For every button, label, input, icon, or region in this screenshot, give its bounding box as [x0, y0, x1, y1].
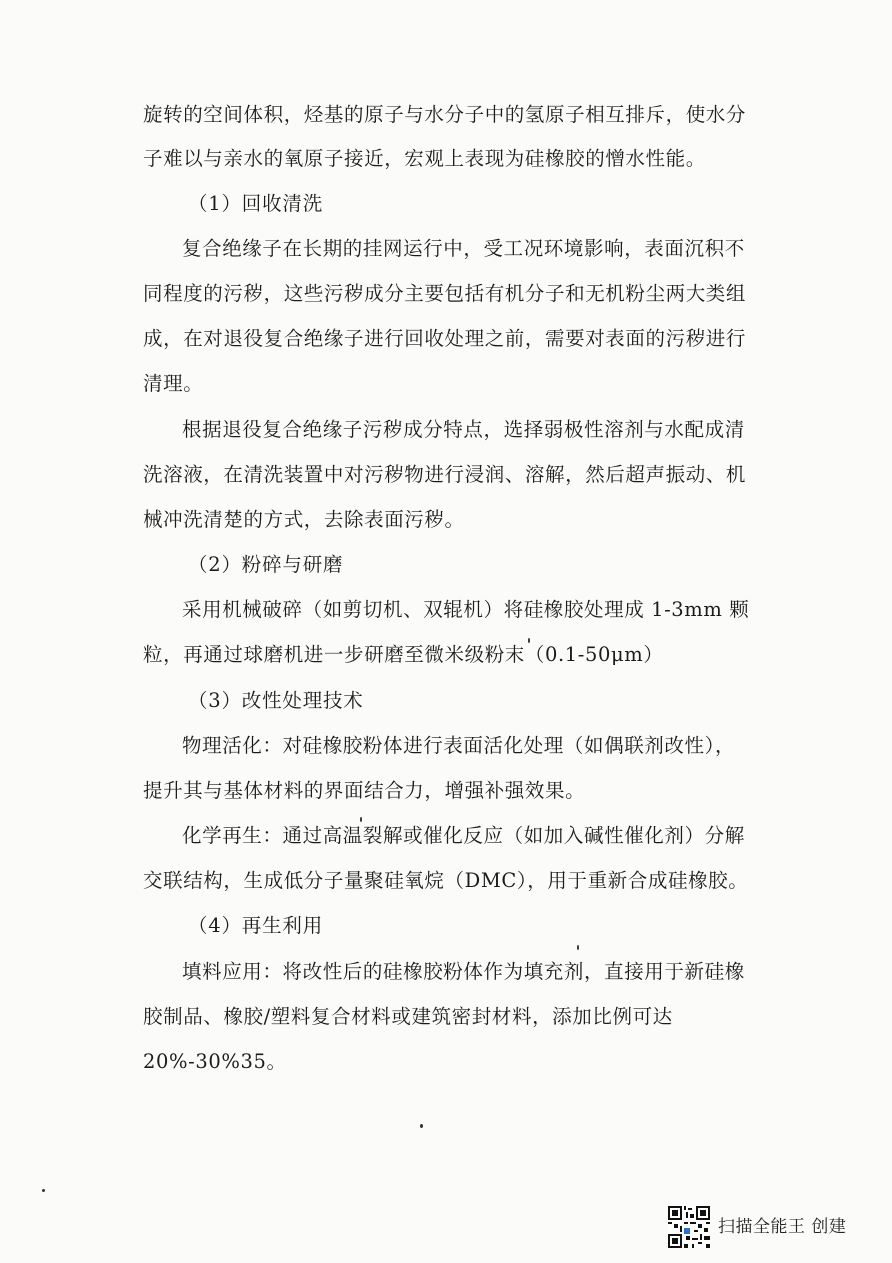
section-heading-crushing-grinding: （2）粉碎与研磨: [188, 553, 344, 576]
paragraph-line: 复合绝缘子在长期的挂网运行中，受工况环境影响，表面沉积不: [182, 237, 745, 260]
paragraph-line: 根据退役复合绝缘子污秽成分特点，选择弱极性溶剂与水配成清: [182, 418, 745, 441]
section-heading-reuse: （4）再生利用: [188, 914, 324, 937]
scan-speck: [360, 817, 362, 822]
section-heading-recycle-cleaning: （1）回收清洗: [188, 192, 324, 215]
qr-code-icon: [668, 1206, 710, 1248]
scan-speck: [528, 638, 530, 643]
paragraph-line: 旋转的空间体积，烃基的原子与水分子中的氢原子相互排斥，使水分: [143, 103, 747, 126]
paragraph-line: 洗溶液，在清洗装置中对污秽物进行浸润、溶解，然后超声振动、机: [143, 463, 747, 486]
paragraph-line: 采用机械破碎（如剪切机、双辊机）将硅橡胶处理成 1-3mm 颗: [182, 598, 750, 621]
paragraph-line: 20%-30%35。: [143, 1050, 287, 1073]
scan-speck: [577, 945, 579, 950]
section-heading-modification: （3）改性处理技术: [188, 689, 364, 712]
scanner-watermark: [668, 1206, 878, 1250]
paragraph-line: 交联结构，生成低分子量聚硅氧烷（DMC），用于重新合成硅橡胶。: [143, 869, 749, 892]
paragraph-line: 提升其与基体材料的界面结合力，增强补强效果。: [143, 779, 586, 802]
paragraph-line: 械冲洗清楚的方式，去除表面污秽。: [143, 508, 465, 531]
paragraph-line: 成，在对退役复合绝缘子进行回收处理之前，需要对表面的污秽进行: [143, 327, 747, 350]
scan-speck: [42, 1189, 45, 1192]
paragraph-line: 物理活化：对硅橡胶粉体进行表面活化处理（如偶联剂改性），: [182, 734, 736, 757]
paragraph-line: 同程度的污秽，这些污秽成分主要包括有机分子和无机粉尘两大类组: [143, 282, 747, 305]
paragraph-line: 清理。: [143, 372, 204, 395]
paragraph-line: 化学再生：通过高温裂解或催化反应（如加入碱性催化剂）分解: [182, 824, 745, 847]
paragraph-line: 填料应用：将改性后的硅橡胶粉体作为填充剂，直接用于新硅橡: [182, 960, 745, 983]
watermark-text: 扫描全能王 创建: [718, 1217, 847, 1237]
paragraph-line: 子难以与亲水的氧原子接近，宏观上表现为硅橡胶的憎水性能。: [143, 147, 706, 170]
scan-speck: [420, 1124, 423, 1128]
paragraph-line: 胶制品、橡胶/塑料复合材料或建筑密封材料，添加比例可达: [143, 1005, 673, 1028]
paragraph-line: 粒，再通过球磨机进一步研磨至微米级粉末（0.1-50μm）: [143, 643, 664, 666]
